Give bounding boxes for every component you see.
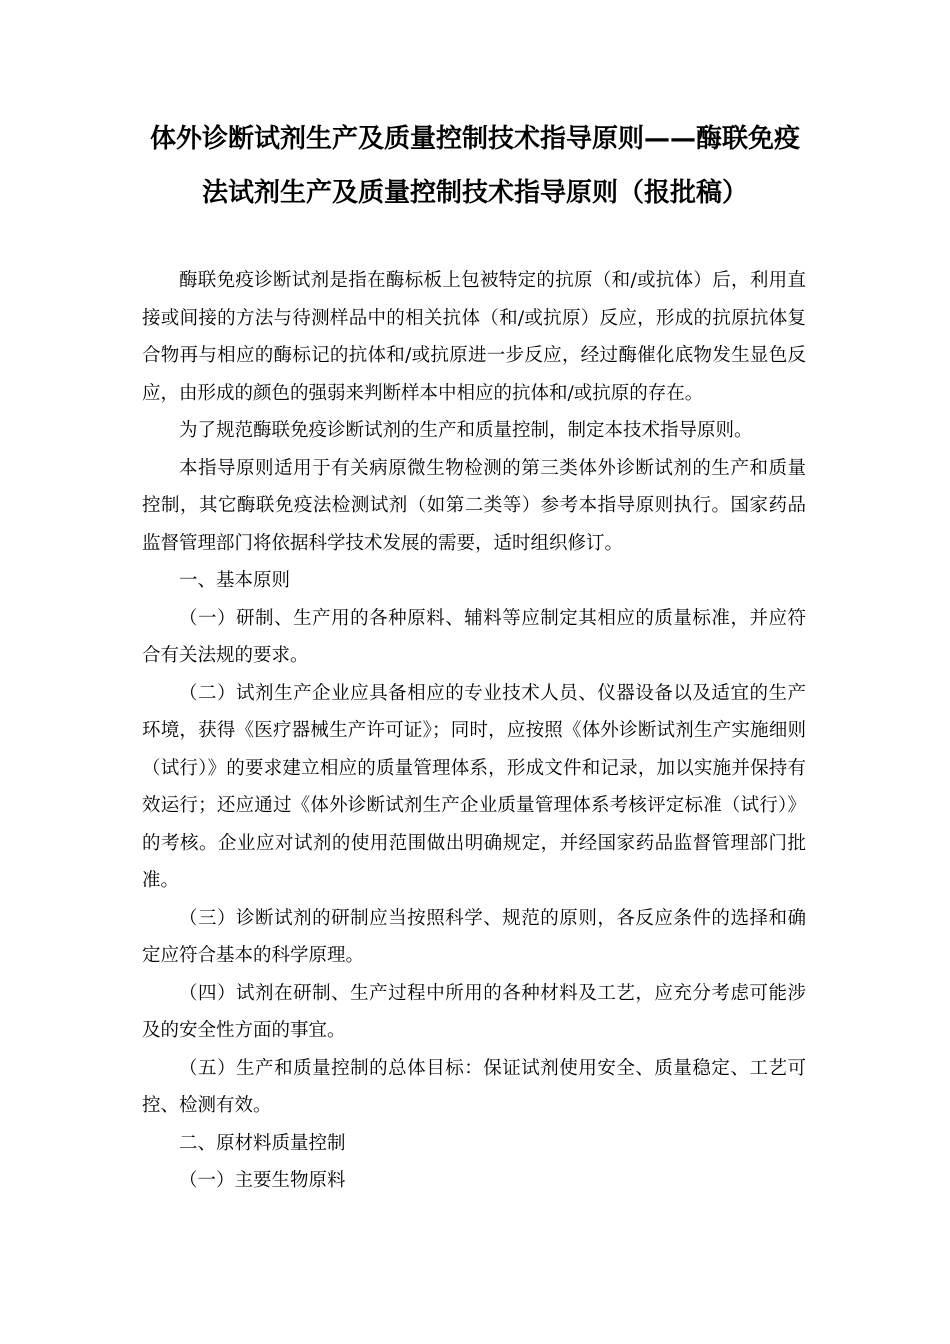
paragraph-principle-3: （三）诊断试剂的研制应当按照科学、规范的原则，各反应条件的选择和确定应符合基本的科学原理。 (142, 907, 806, 966)
document-body (142, 262, 806, 1200)
paragraph-scope: 本指导原则适用于有关病原微生物检测的第三类体外诊断试剂的生产和质量控制，其它酶联免疫法检测试剂（如第二类等）参考本指导原则执行。国家药品监督管理部门将依据科学技术发展的需要，适时组织修订。 (142, 457, 806, 554)
paragraph-principle-5: （五）生产和质量控制的总体目标：保证试剂使用安全、质量稳定、工艺可控、检测有效。 (142, 1057, 806, 1116)
paragraph-intro: 酶联免疫诊断试剂是指在酶标板上包被特定的抗原（和/或抗体）后，利用直接或间接的方法与待测样品中的相关抗体（和/或抗原）反应，形成的抗原抗体复合物再与相应的酶标记的抗体和/或抗原进一步反应，经过酶催化底物发生显色反应，由形成的颜色的强弱来判断样本中相应的抗体和/或抗原的存在。 (142, 270, 806, 404)
paragraph-principle-1: （一）研制、生产用的各种原料、辅料等应制定其相应的质量标准，并应符合有关法规的要求。 (142, 607, 806, 666)
paragraph-principle-2: （二）试剂生产企业应具备相应的专业技术人员、仪器设备以及适宜的生产环境，获得《医疗器械生产许可证》；同时，应按照《体外诊断试剂生产实施细则（试行）》的要求建立相应的质量管理体系，形成文件和记录，加以实施并保持有效运行；还应通过《体外诊断试剂生产企业质量管理体系考核评定标准（试行）》的考核。企业应对试剂的使用范围做出明确规定，并经国家药品监督管理部门批准。 (142, 682, 806, 891)
paragraph-principle-4: （四）试剂在研制、生产过程中所用的各种材料及工艺，应充分考虑可能涉及的安全性方面的事宜。 (142, 982, 806, 1041)
subsection-heading-biological-materials: （一）主要生物原料 (179, 1170, 346, 1191)
paragraph-purpose: 为了规范酶联免疫诊断试剂的生产和质量控制，制定本技术指导原则。 (179, 420, 753, 441)
title-line-2: 法试剂生产及质量控制技术指导原则（报批稿） (201, 178, 748, 208)
title-line-1: 体外诊断试剂生产及质量控制技术指导原则——酶联免疫 (149, 124, 800, 154)
document-title (140, 112, 810, 220)
section-heading-raw-materials: 二、原材料质量控制 (179, 1132, 346, 1154)
section-heading-basic-principles: 一、基本原则 (179, 570, 291, 591)
